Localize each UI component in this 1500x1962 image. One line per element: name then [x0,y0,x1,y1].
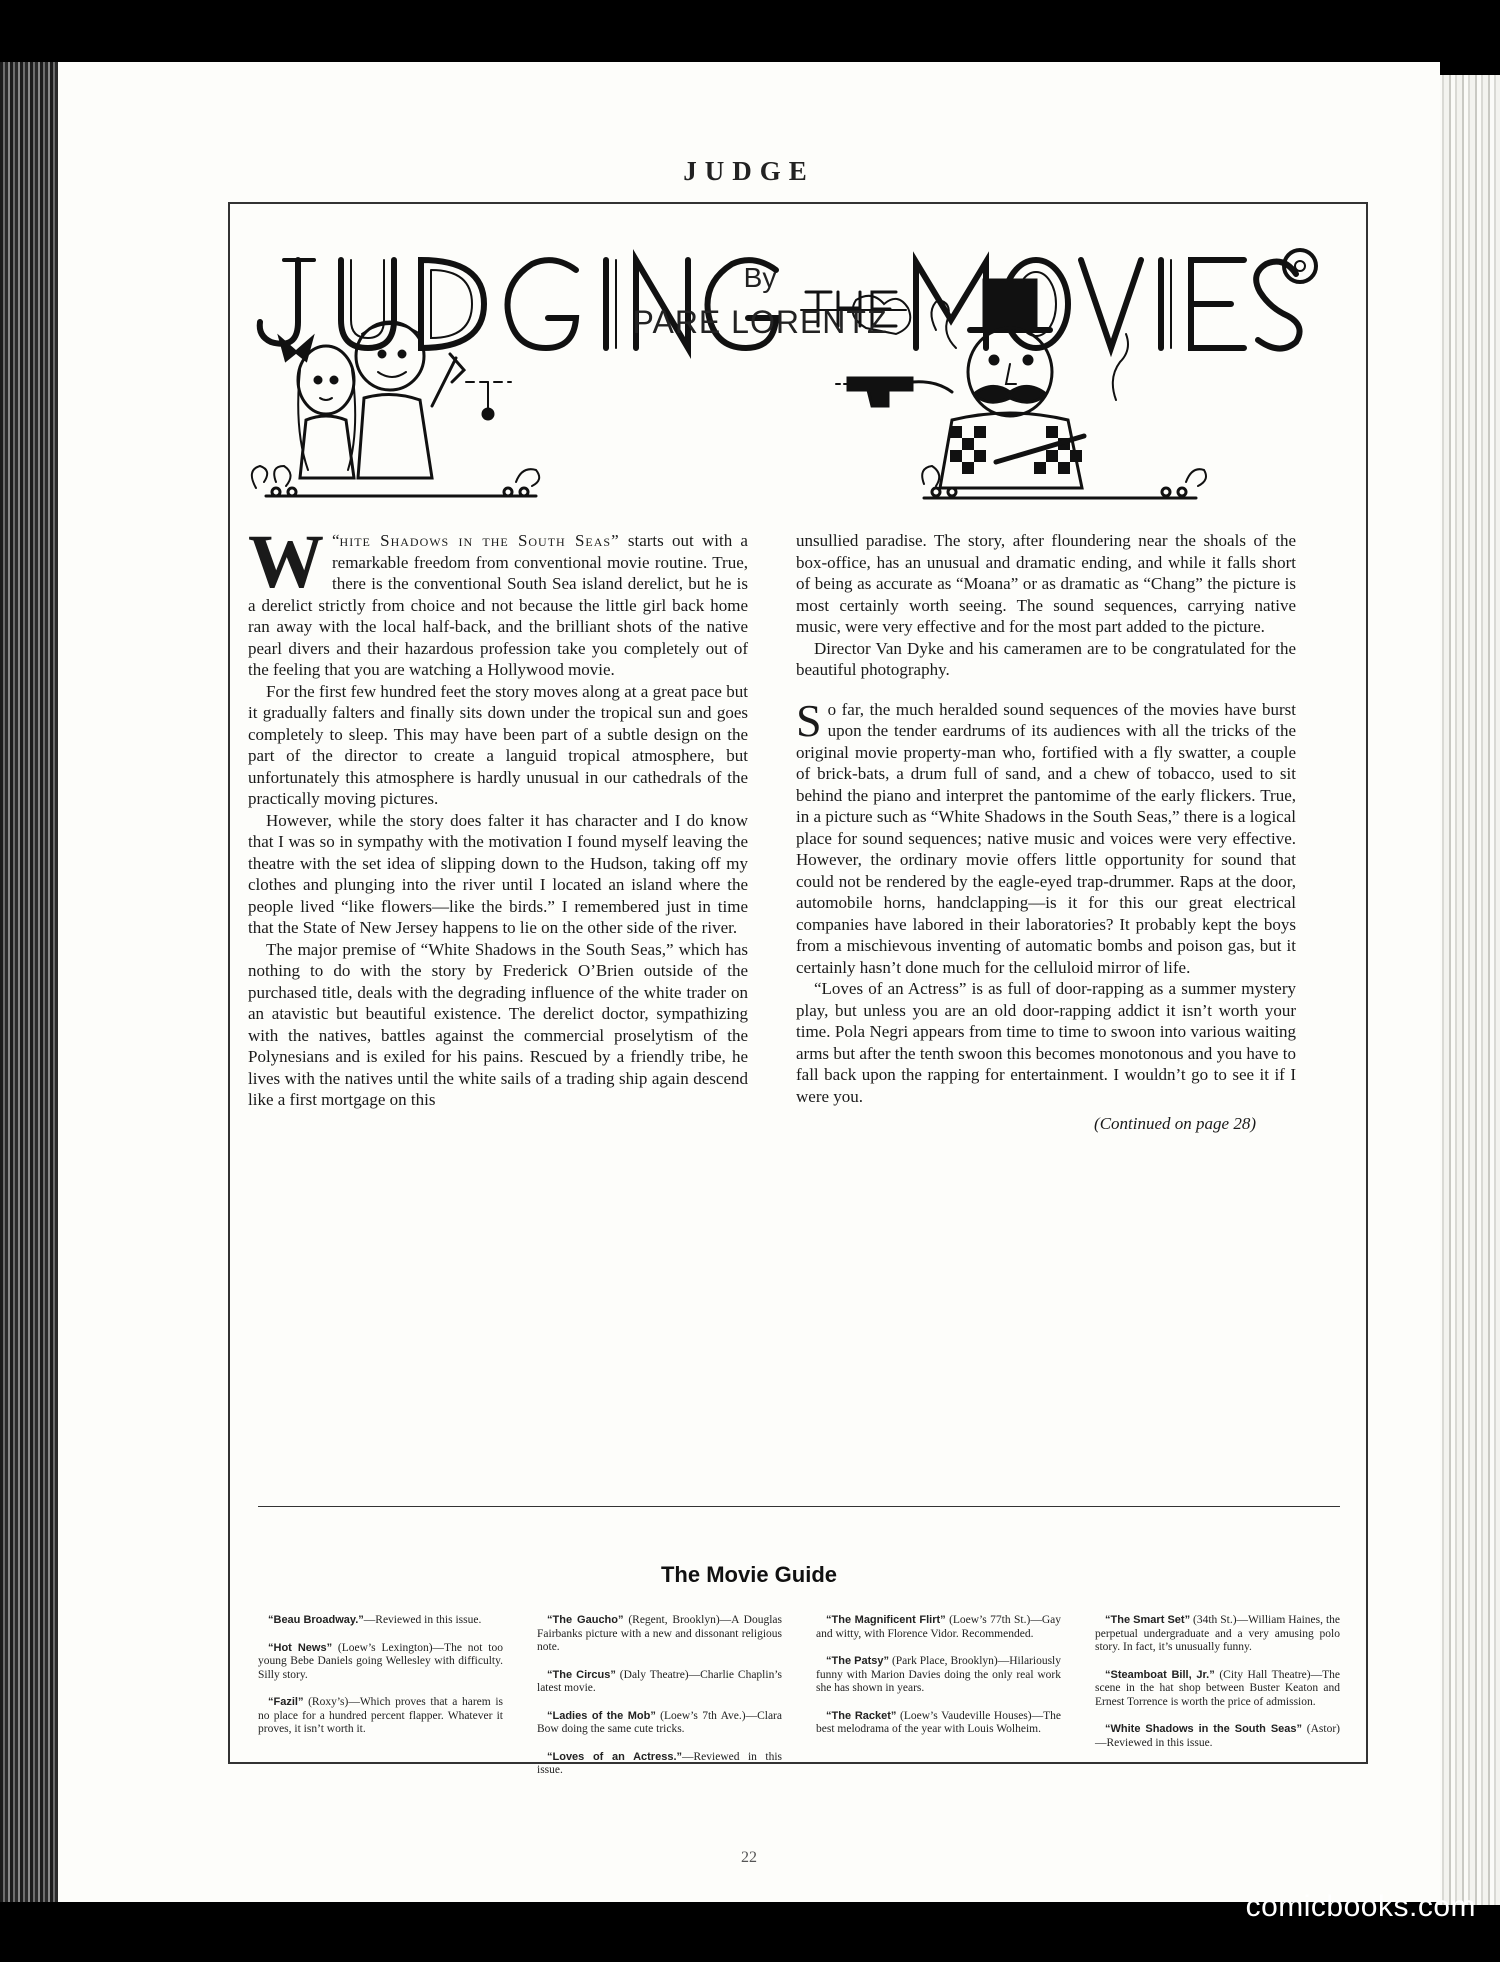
book-spine-left [0,62,60,1902]
movie-title: “Beau Broadway.” [268,1614,364,1626]
movie-guide-entry [258,1614,503,1628]
quote-mark: “ [332,531,340,550]
movie-title: “The Gaucho” [547,1614,624,1626]
movie-description: —Reviewed in this issue. [363,1614,482,1626]
page-number: 22 [741,1849,757,1866]
movie-guide-column [537,1614,782,1792]
article-body [248,520,1296,1135]
article-paragraph: unsullied paradise. The story, after floundering near the shoals of the box-office, has an unusual and dramatic ending, and while it falls short of being as accurate as “Moana” or as dramatic as “Chang” the picture is most certainly worth seeing. The sound sequences, carrying native music, were very effective and for the most part added to the picture. [796,531,1296,636]
section-gap [796,681,1296,699]
movie-title: “Steamboat Bill, Jr.” [1105,1668,1215,1681]
article-paragraph: “Loves of an Actress” is as full of door-rapping as a summer mystery play, but unless you are an old door-rapping addict it isn’t worth your time. Pola Negri appears from time to time to swoon into various waiting arms but after the tenth swoon this becomes monotonous and you have to fall back upon the rapping for entertainment. I wouldn’t go to see it if I were you. [796,979,1296,1106]
lead-in: hite Shadows in the South Seas” [339,531,620,550]
movie-guide-entry [816,1710,1061,1737]
movie-guide-title: The Movie Guide [660,1562,838,1587]
watermark: comicbooks.com [1245,1890,1476,1923]
movie-guide-column [258,1614,503,1792]
movie-guide-entry [537,1614,782,1655]
movie-title: “Ladies of the Mob” [547,1709,656,1722]
byline [610,262,910,341]
movie-description: (City Hall Theatre)—The scene in the hat shop between Buster Keaton and Ernest Torrence is worth the price of admission. [1095,1668,1340,1708]
magazine-page [58,62,1440,1902]
movie-description: (Loew’s Lexington)—The not too young Bebe Daniels going Wellesley with difficulty. Silly story. [258,1641,503,1681]
movie-guide-entry [1095,1723,1340,1750]
movie-title: “The Patsy” [826,1655,890,1667]
movie-title: “Hot News” [268,1641,333,1654]
page-edges-right [1438,75,1500,1905]
movie-description: (Astor)—Reviewed in this issue. [1095,1723,1340,1749]
article-paragraph: However, while the story does falter it has character and I do know that I was so in sympathy with the motivation I found myself leaving the theatre with the set idea of slipping down to the Hudson, taking off my clothes and plunging into the river until I located an island where the people lived “like flowers—like the birds.” I remembered just in time that the State of New Jersey happens to lie on the other side of the river. [248,810,748,937]
article-column-left [248,520,748,1135]
movie-guide-entry [258,1642,503,1683]
movie-guide [258,1614,1340,1792]
movie-description: (Loew’s 7th Ave.)—Clara Bow doing the same cute tricks. [537,1709,782,1735]
movie-title: “Loves of an Actress.” [547,1750,682,1763]
movie-title: “The Smart Set” [1105,1614,1191,1626]
movie-guide-entry [816,1655,1061,1696]
article-paragraph: The major premise of “White Shadows in the South Seas,” which has nothing to do with the story by Frederick O’Brien outside of the purchased title, deals with the degrading influence of the white trader on an atavistic but beautiful existence. The derelict doctor, sympathizing with the natives, battles against the commercial proselytism of the Polynesians and is exiled for his pains. Rescued by a friendly tribe, he lives with the natives until the white sails of a trading ship again descend like a first mortgage on this [248,939,748,1109]
article-paragraph: For the first few hundred feet the story moves along at a great pace but it gradually falters and finally sits down under the tropical sun and goes completely to sleep. This may have been part of a subtle design on the part of the director to create a languid tropical atmosphere, but unfortunately this atmosphere is hardly unusual in our cathedrals of the practically moving pictures. [248,681,748,808]
section-divider [258,1506,1340,1507]
movie-guide-entry [537,1751,782,1778]
article-paragraph: “ W hite Shadows in the South Seas” starts out with a remarkable freedom from conventional movie routine. True, there is the conventional South Sea island derelict, but he is a derelict strictly from choice and not because the little girl back home ran away with the local half-back, and the brilliant shots of the native pearl divers and their hazardous profession take you completely out of the feeling that you are watching a Hollywood movie. [248,520,748,679]
movie-guide-entry [1095,1614,1340,1655]
movie-description: (Loew’s 77th St.)—Gay and witty, with Florence Vidor. Recommended. [816,1614,1061,1640]
byline-by: By [743,262,777,293]
movie-guide-column [1095,1614,1340,1792]
movie-title: “The Racket” [826,1709,897,1722]
movie-guide-column [816,1614,1061,1792]
article-paragraph: So far, the much heralded sound sequences of the movies have burst upon the tender eardrums of its audiences with all the tricks of the original movie property-man who, fortified with a fly swatter, a couple of brick-bats, a drum full of sand, and a chew of tobacco, used to sit behind the piano and interpret the pantomime of the early flickers. True, in a picture such as “White Shadows in the South Seas,” there is a logical place for sound sequences; native music and voices were very effective. However, the ordinary movie offers little opportunity for sound that could not be rendered by the eagle-eyed trap-drummer. Raps at the door, automobile horns, handclapping—is it for this our great electrical companies have labored in their laboratories? It probably kept the boys from a mischievous inventing of automatic bombs and poison gas, but it certainly hasn’t done much for the celluloid mirror of life. [796,694,1296,977]
movie-title: “The Circus” [547,1668,616,1681]
movie-description: —Reviewed in this issue. [537,1750,782,1776]
drop-cap: W [248,520,324,604]
movie-description: (34th St.)—William Haines, the perpetual undergraduate and a very amusing polo story. In fact, it’s unusually funny. [1095,1614,1340,1653]
movie-guide-entry [537,1710,782,1737]
movie-description: (Roxy’s)—Which proves that a harem is no place for a hundred percent flapper. Whatever it proves, it isn’t worth it. [258,1696,503,1735]
movie-guide-entry [258,1696,503,1737]
movie-description: (Park Place, Brooklyn)—Hilariously funny with Marion Davies doing the only real work she has shown in years. [816,1655,1061,1694]
continued-note: (Continued on page 28) [1094,1114,1256,1133]
article-column-right [796,530,1296,1135]
byline-author: PARE LORENTZ [632,304,888,340]
drop-cap: S [796,694,822,746]
movie-description: (Regent, Brooklyn)—A Douglas Fairbanks picture with a new and dissonant religious note. [537,1614,782,1653]
movie-title: “The Magnificent Flirt” [826,1614,946,1626]
movie-guide-entry [1095,1669,1340,1710]
movie-description: (Loew’s Vaudeville Houses)—The best melodrama of the year with Louis Wolheim. [816,1709,1061,1735]
article-paragraph: Director Van Dyke and his cameramen are to be congratulated for the beautiful photography. [796,638,1296,679]
movie-guide-entry [537,1669,782,1696]
movie-title: “White Shadows in the South Seas” [1105,1723,1303,1735]
movie-title: “Fazil” [268,1696,304,1708]
magazine-header: JUDGE [683,156,815,186]
movie-guide-entry [816,1614,1061,1641]
movie-description: (Daly Theatre)—Charlie Chaplin’s latest movie. [537,1668,782,1694]
